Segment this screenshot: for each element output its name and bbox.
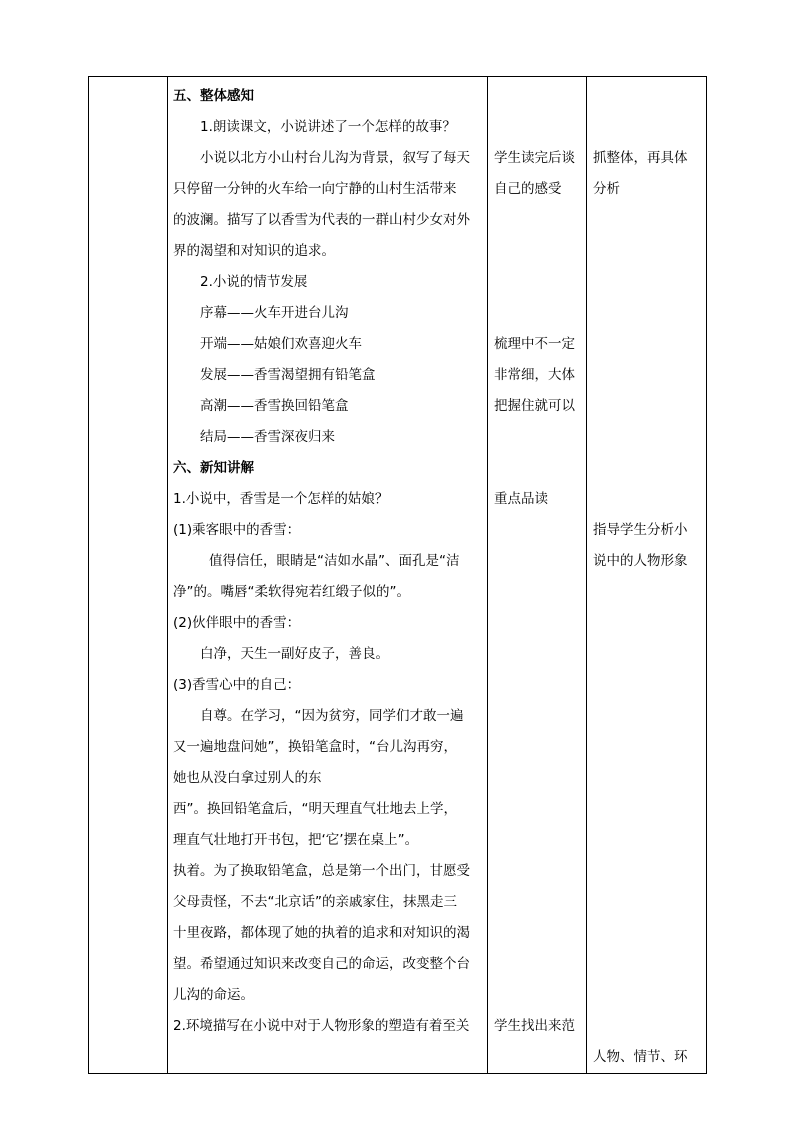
design-note-line: 分析 xyxy=(593,181,620,197)
teaching-content-text xyxy=(168,77,487,1042)
content-line: 界的渴望和对知识的追求。 xyxy=(173,243,335,259)
content-line: 结局——香雪深夜归来 xyxy=(200,429,335,445)
teaching-content-column xyxy=(168,77,488,1074)
content-line: 她也从没白拿过别人的东 xyxy=(173,770,322,786)
content-line: 2.小说的情节发展 xyxy=(200,274,308,290)
student-note-line: 学生读完后谈 xyxy=(494,150,575,166)
design-intent-column xyxy=(587,77,707,1074)
content-line: 净”的。嘴唇“柔软得宛若红缎子似的”。 xyxy=(173,584,410,600)
design-intent-text xyxy=(587,77,706,1073)
content-line: (1)乘客眼中的香雪： xyxy=(173,522,301,538)
section-heading: 六、新知讲解 xyxy=(173,460,254,476)
content-line: 十里夜路，都体现了她的执着的追求和对知识的渴 xyxy=(173,925,470,941)
content-line: 高潮——香雪换回铅笔盒 xyxy=(200,398,349,414)
student-activity-text xyxy=(488,77,586,1042)
content-line: 父母责怪，不去“北京话”的亲戚家住，抹黑走三 xyxy=(173,894,457,910)
design-note-line: 指导学生分析小 xyxy=(593,522,688,538)
content-line: 理直气壮地打开书包，把‘它’摆在桌上”。 xyxy=(173,832,419,848)
student-note-line: 学生找出来范 xyxy=(494,1018,575,1034)
content-line: 2.环境描写在小说中对于人物形象的塑造有着至关 xyxy=(173,1018,470,1034)
content-line: 开端——姑娘们欢喜迎火车 xyxy=(200,336,362,352)
content-line: 西”。换回铅笔盒后，“明天理直气壮地去上学， xyxy=(173,801,457,817)
design-note-line: 说中的人物形象 xyxy=(593,553,688,569)
design-note-line: 人物、情节、环 xyxy=(593,1049,688,1065)
content-line: 只停留一分钟的火车给一向宁静的山村生活带来 xyxy=(173,181,457,197)
student-activity-column xyxy=(488,77,587,1074)
content-line: 1.朗读课文，小说讲述了一个怎样的故事？ xyxy=(200,119,456,135)
student-note-line: 自己的感受 xyxy=(494,181,562,197)
content-line: 序幕——火车开进台儿沟 xyxy=(200,305,349,321)
student-note-line: 梳理中不一定 xyxy=(494,336,575,352)
content-line: 小说以北方小山村台儿沟为背景，叙写了每天 xyxy=(200,150,470,166)
content-line: (3)香雪心中的自己： xyxy=(173,677,301,693)
content-line: 白净，天生一副好皮子，善良。 xyxy=(200,646,389,662)
content-line: 自尊。在学习，“因为贫穷，同学们才敢一遍 xyxy=(200,708,464,724)
design-note-line: 抓整体，再具体 xyxy=(593,150,688,166)
content-line: 1.小说中，香雪是一个怎样的姑娘？ xyxy=(173,491,389,507)
content-line: (2)伙伴眼中的香雪： xyxy=(173,615,301,631)
content-line: 儿沟的命运。 xyxy=(173,987,254,1003)
empty-left-column xyxy=(89,77,168,1074)
content-line: 值得信任，眼睛是“洁如水晶”、面孔是“洁 xyxy=(209,553,460,569)
student-note-line: 把握住就可以 xyxy=(494,398,575,414)
section-heading: 五、整体感知 xyxy=(173,88,254,104)
content-line: 望。希望通过知识来改变自己的命运，改变整个台 xyxy=(173,956,470,972)
content-line: 执着。为了换取铅笔盒，总是第一个出门，甘愿受 xyxy=(173,863,470,879)
content-line: 又一遍地盘问她”，换铅笔盒时，“台儿沟再穷， xyxy=(173,739,457,755)
student-note-line: 重点品读 xyxy=(494,491,548,507)
lesson-plan-table xyxy=(88,76,707,1074)
student-note-line: 非常细，大体 xyxy=(494,367,575,383)
table-row xyxy=(89,77,707,1074)
content-line: 发展——香雪渴望拥有铅笔盒 xyxy=(200,367,376,383)
content-line: 的波澜。描写了以香雪为代表的一群山村少女对外 xyxy=(173,212,470,228)
